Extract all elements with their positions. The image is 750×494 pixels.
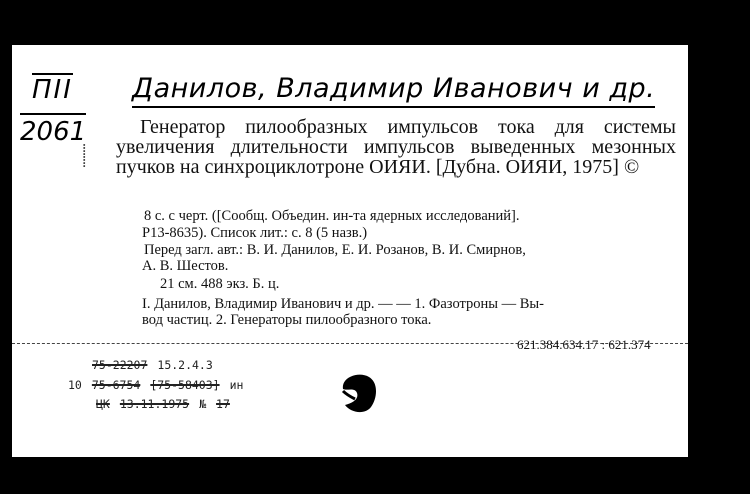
series-line: Р13-8635). Список лит.: с. 8 (5 назв.) bbox=[142, 225, 368, 241]
stamp-no: № bbox=[199, 397, 207, 411]
title-block: Генератор пилообразных импульсов тока для системы увеличения длительности импульсов выведенных мезонных пучков на синхроциклотроне ОИЯИ. [Дубна. ОИЯИ, 1975] © bbox=[116, 116, 676, 178]
scan-edge bbox=[0, 0, 6, 494]
stamp-org: ЦК bbox=[96, 397, 110, 411]
stamp-number: 75-22207 bbox=[92, 358, 148, 372]
ink-blot-icon bbox=[337, 369, 379, 415]
headings-line-2: вод частиц. 2. Генераторы пилообразного тока. bbox=[142, 312, 432, 328]
headings-line: I. Данилов, Владимир Иванович и др. — — 1. Фазотроны — Вы- bbox=[142, 296, 545, 312]
authors-line-2: А. В. Шестов. bbox=[142, 258, 229, 274]
pencil-marks: ⁞ ⁞ bbox=[82, 142, 87, 171]
stamp-bracket: [75-58403] bbox=[150, 378, 220, 392]
stamp-register: 75-6754 bbox=[91, 378, 141, 392]
handwritten-author: Данилов, Владимир Иванович и др. bbox=[132, 73, 656, 104]
stamp-row-2 bbox=[68, 378, 243, 392]
authors-line: Перед загл. авт.: В. И. Данилов, Е. И. Розанов, В. И. Смирнов, bbox=[144, 242, 526, 258]
stamp-date: 13.11.1975 bbox=[119, 397, 190, 411]
stamp-suffix: ин bbox=[229, 378, 244, 392]
catalog-card bbox=[12, 45, 688, 457]
size-line: 21 см. 488 экз. Б. ц. bbox=[160, 276, 280, 292]
call-number-line2: 2061 bbox=[20, 117, 87, 147]
stamp-count: 17 bbox=[216, 397, 230, 411]
pages-line: 8 с. с черт. ([Сообщ. Объедин. ин-та ядерных исследований]. bbox=[144, 208, 520, 224]
call-number-line1: ПІІ bbox=[32, 75, 73, 105]
stamp-row-1 bbox=[92, 358, 213, 372]
stamp-row-3 bbox=[96, 397, 230, 411]
stamp-prefix: 10 bbox=[68, 378, 82, 392]
udc-code: 621.384.634.17 : 621.374 bbox=[517, 337, 651, 352]
stamp-code: 15.2.4.3 bbox=[157, 358, 213, 372]
